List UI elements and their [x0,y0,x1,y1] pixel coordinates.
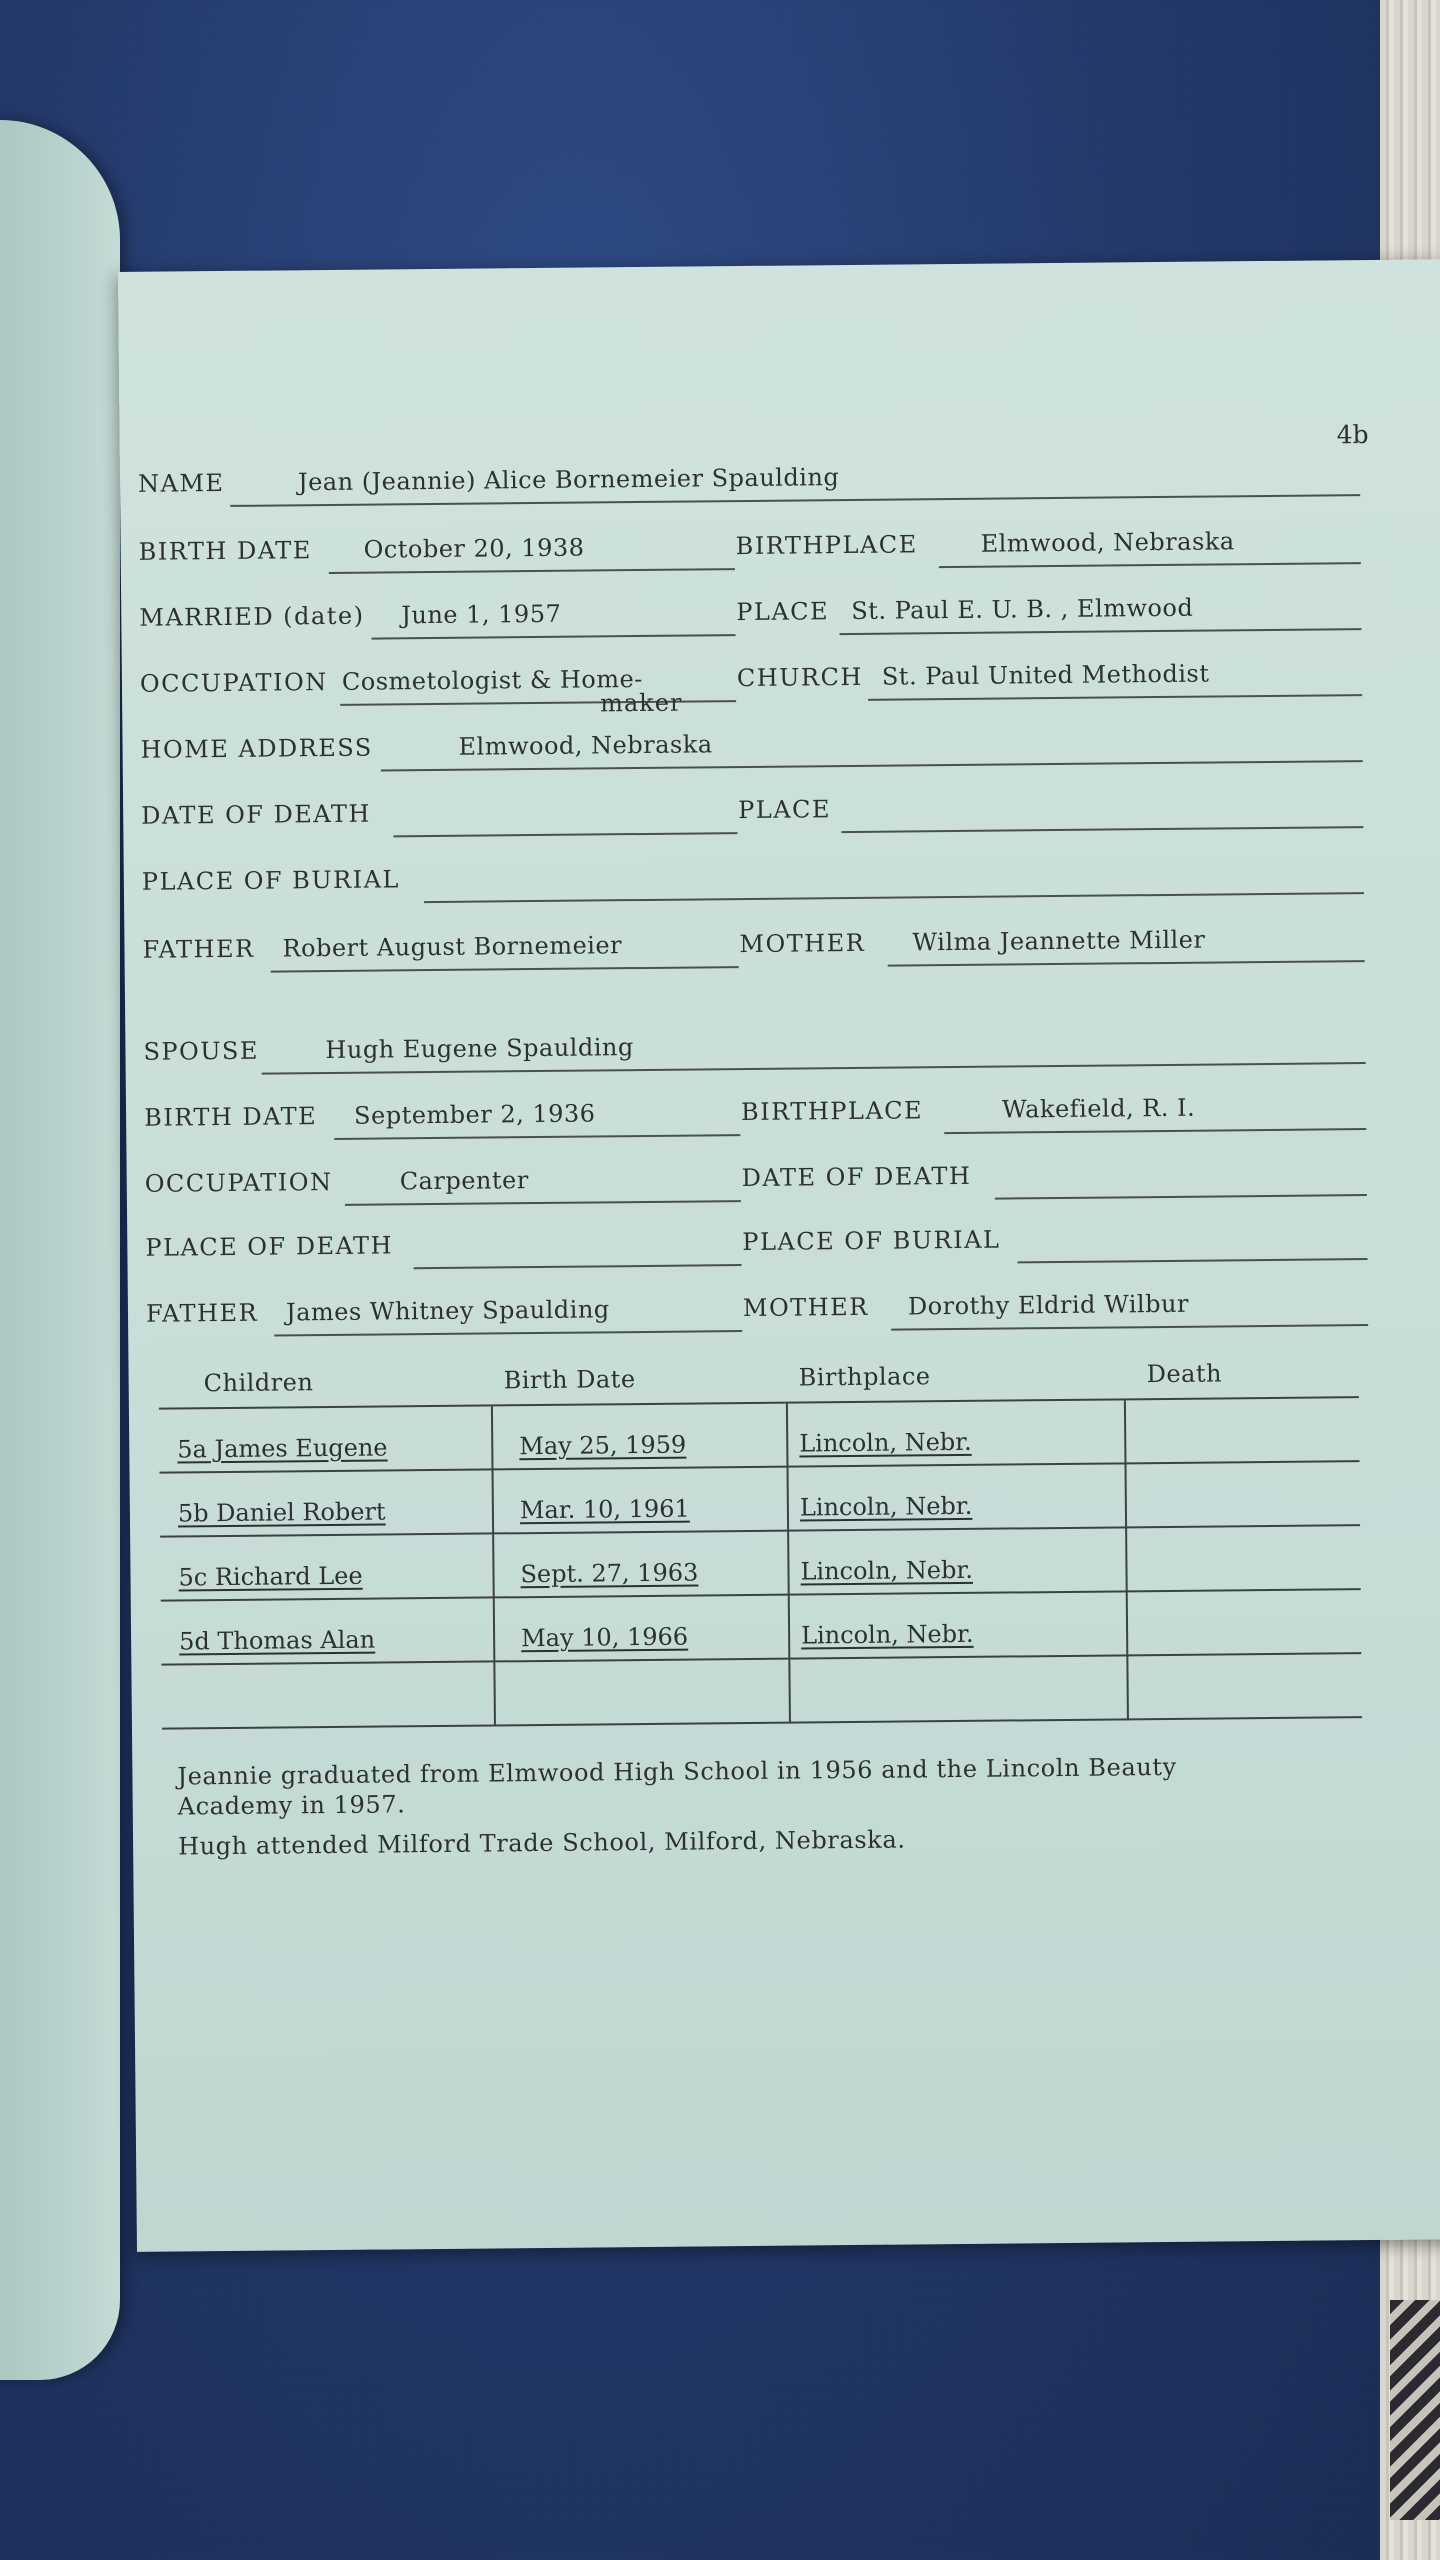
church-value: St. Paul United Methodist [881,659,1210,691]
spouse-date-of-death-label: DATE OF DEATH [741,1161,972,1193]
birthplace-value: Elmwood, Nebraska [980,527,1235,558]
spouse-place-of-burial-label: PLACE OF BURIAL [742,1225,1001,1257]
married-row [139,592,1369,644]
mother-label: MOTHER [739,928,866,959]
child-birth-date: May 10, 1966 [520,1622,689,1653]
child-birthplace: Lincoln, Nebr. [800,1555,974,1586]
spouse-mother-value: Dorothy Eldrid Wilbur [907,1289,1190,1321]
burial-row [142,856,1372,908]
child-birthplace: Lincoln, Nebr. [799,1427,972,1458]
death-row [141,790,1371,842]
page-number: 4b [1336,420,1369,450]
birth-date-label: BIRTH DATE [138,536,312,566]
death-place-label: PLACE [738,795,832,825]
birth-row [139,526,1369,578]
spouse-father-value: James Whitney Spaulding [285,1295,610,1327]
home-address-value: Elmwood, Nebraska [458,730,713,761]
parents-row [142,924,1372,976]
child-name: 5d Thomas Alan [179,1625,376,1656]
genealogy-form-page [118,259,1440,2252]
occupation-label: OCCUPATION [139,668,328,698]
date-of-death-label: DATE OF DEATH [141,799,371,830]
facing-page-edge [0,120,120,2380]
spouse-label: SPOUSE [143,1036,260,1066]
name-row [138,458,1368,510]
mother-value: Wilma Jeannette Miller [912,925,1206,957]
birth-date-header: Birth Date [503,1365,636,1395]
spouse-parents-row [146,1288,1376,1340]
child-name: 5c Richard Lee [178,1561,363,1592]
spouse-name-value: Hugh Eugene Spaulding [325,1033,634,1065]
married-place-label: PLACE [736,597,830,627]
married-place-value: St. Paul E. U. B. , Elmwood [851,593,1194,625]
spouse-birthplace-value: Wakefield, R. I. [1001,1093,1196,1124]
note-trade-school: Hugh attended Milford Trade School, Milford, Nebraska. [177,1825,906,1861]
occupation-value-continued: maker [600,688,683,718]
spouse-birthplace-label: BIRTHPLACE [740,1096,924,1127]
spouse-birth-date-value: September 2, 1936 [353,1099,596,1130]
note-graduation: Jeannie graduated from Elmwood High School in 1956 and the Lincoln Beauty Academy in 1957. [177,1752,1177,1821]
father-label: FATHER [142,934,255,964]
child-birth-date: Mar. 10, 1961 [519,1494,690,1525]
name-label: NAME [137,468,225,498]
child-name: 5a James Eugene [177,1433,388,1464]
spouse-birth-date-label: BIRTH DATE [143,1102,318,1132]
place-of-burial-label: PLACE OF BURIAL [141,865,401,896]
child-birthplace: Lincoln, Nebr. [800,1619,974,1650]
occupation-row [139,658,1370,718]
birthplace-label: BIRTHPLACE [735,530,918,561]
child-birthplace: Lincoln, Nebr. [799,1491,973,1522]
name-value: Jean (Jeannie) Alice Bornemeier Spaulding [297,463,840,497]
birthplace-header: Birthplace [798,1362,931,1392]
child-name: 5b Daniel Robert [177,1497,386,1528]
fabric-pattern [1390,2300,1440,2520]
married-value: June 1, 1957 [401,599,562,630]
home-address-row [140,724,1370,776]
death-header: Death [1146,1359,1223,1389]
children-header: Children [203,1368,314,1398]
father-value: Robert August Bornemeier [282,931,623,963]
home-address-label: HOME ADDRESS [140,733,373,764]
spouse-place-of-death-label: PLACE OF DEATH [145,1231,394,1262]
child-birth-date: May 25, 1959 [519,1430,687,1461]
spouse-death-row [145,1222,1375,1274]
spouse-occupation-label: OCCUPATION [144,1167,333,1198]
occupation-value: Cosmetologist & Home- [341,664,643,696]
spouse-occupation-row [145,1158,1375,1210]
spouse-father-label: FATHER [145,1298,259,1328]
church-label: CHURCH [736,662,863,693]
spouse-row [143,1026,1373,1078]
birth-date-value: October 20, 1938 [363,533,585,564]
spouse-occupation-value: Carpenter [399,1166,529,1196]
child-birth-date: Sept. 27, 1963 [520,1558,699,1589]
married-label: MARRIED (date) [139,601,365,632]
spouse-mother-label: MOTHER [742,1292,869,1323]
spouse-birth-row [144,1092,1374,1144]
